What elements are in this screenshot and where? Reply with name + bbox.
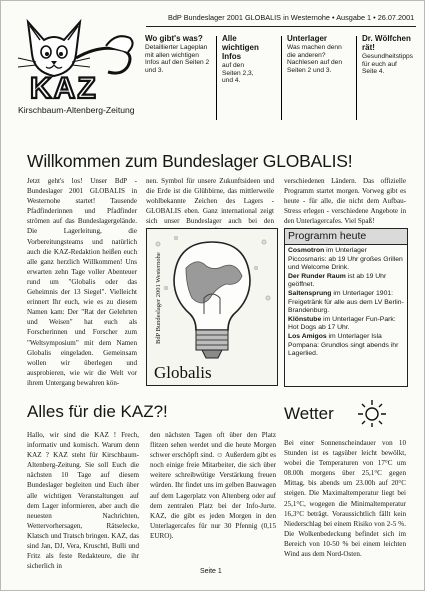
svg-text:Globalis: Globalis <box>154 363 212 382</box>
teaser-4-title: Dr. Wölfchen rät! <box>362 34 411 52</box>
program-item: Los Amigos im Unterlager Isla Pompana: Grundlos singt abends ihr Lagerlied. <box>288 332 399 358</box>
teaser-1-title: Wo gibt's was? <box>145 34 203 43</box>
weather-text: Bei einer Sonnenscheindauer von 10 Stunden ist es tagsüber leicht bewölkt, wobei die Temperaturen von 17°C um 08.00h morgens über 25,1°C gegen Mittag, bis abends um 23.00h auf 20°C steigen. Die Maximaltemperatur liegt bei 25,1°C, wogegen die Minimaltemperatur 16,3°C beträgt. Voraussichtlich fällt kein Niederschlag bei einem Risiko von 2-5 %. Die Wolkenbedeckung befindet sich im Bereich von 10-50 % bei einem leichten Wind aus dem Nord-Osten. <box>284 439 406 559</box>
globalis-image <box>146 228 278 386</box>
teaser-divider <box>281 36 282 120</box>
teaser-1-body: Detaillierter Lageplan mit allen wichtigen Infos auf den Seiten 2 und 3. <box>145 44 210 75</box>
program-item: Klönstube im Unterlager Fun-Park: Hot Dogs ab 17 Uhr. <box>288 315 396 332</box>
teaser-3 <box>287 34 345 75</box>
article2-col2: den nächsten Tagen oft über den Platz flitzen sehen werdet und die heute Morgen schwer erschöpft sind. ☺ Außerdem gibt es noch einige freie Mitarbeiter, die sich über weitere schreibwütige Verstärkung freuen würden. Ihr findet uns im gelben Bauwagen auf dem Lagerplatz von Altenberg oder auf dem zentralen Platz bei der Info-Jurte. KAZ, die gibt es jeden Morgen in den Unterlagercafes für nur 30 Pfennig (0,15 EURO). <box>150 431 276 540</box>
program-title: Programm heute <box>285 229 407 245</box>
sun-icon <box>354 396 390 433</box>
teaser-2 <box>222 34 262 85</box>
article1-headline: Willkommen zum Bundeslager GLOBALIS! <box>27 151 353 171</box>
kaz-logo <box>10 14 138 106</box>
cat-logo-icon <box>10 14 138 106</box>
teaser-2-title: Alle wichtigen Infos <box>222 34 259 61</box>
teaser-4 <box>362 34 412 76</box>
page-number: Seite 1 <box>200 568 222 575</box>
teaser-4-body: Gesundheitstipps für euch auf Seite 4. <box>362 53 413 76</box>
light-bulb-icon <box>146 228 278 386</box>
program-item: Cosmotron im Unterlager Piccosmaris: ab 19 Uhr großes Grillen und Welcome Drink. <box>288 247 403 272</box>
teaser-3-title: Unterlager <box>287 34 328 43</box>
article1-col1: Jetzt geht's los! Unser BdP - Bundeslager 2001 GLOBALIS in Westernohe startet! Tausende Pfadfinderinnen und Pfadfinder strömen auf das Bundeslagergelände. Die Lagerleitung, die Vorbereitungsteams und natürlich auch die KAZ-Redaktion heißen euch alle ganz herzlich Willkommen! Uns erwarten zehn Tage voller Abenteuer rund um "Globalis oder das Geheimnis der 13 Siegel". Vielleicht erinnert Ihr euch, wie es zu diesem Namen kam: Der "Rat der Gelehrten und Weisen" hat euch als Forscherinnen und Forscher zum "Weltsymposium" mit dem Namen Globalis eingeladen. Gemeinsam wollen wir überlegen und ausprobieren, wie wir die Welt vor ihrem Untergang bewahren kön- <box>27 177 137 387</box>
teaser-divider <box>356 36 357 120</box>
teaser-3-body: Was machen denn die anderen? Nachlesen auf den Seiten 2 und 3. <box>287 44 342 75</box>
teaser-2-body: auf den Seiten 2,3, und 4. <box>222 62 254 85</box>
program-list <box>285 245 407 361</box>
program-item: Saltensprung im Unterlager 1901: Freigetränk für alle aus dem LV Berlin-Brandenburg. <box>288 289 404 315</box>
teaser-divider <box>216 36 217 120</box>
weather-headline: Wetter <box>284 404 334 423</box>
masthead-subtitle: Kirschbaum-Altenberg-Zeitung <box>18 105 135 115</box>
teaser-1 <box>145 34 211 75</box>
header-rule <box>146 26 416 27</box>
article1-col3: verschiedenen Ländern. Das offizielle Programm startet morgen. Vorweg gibt es heute - für alle, die nicht dem Aufbau-Stress erlegen - verschiedene Angebote in den Unterlagercafes. Viel Spaß! <box>284 177 406 226</box>
article1-col2: nen. Symbol für unsere Zukunftsideen und die Erde ist die Glühbirne, das mittlerweile wohlbekannte Zeichen des Lagers - GLOBALIS eben. Ganz international zeigt sich unser Bundeslager auch bei den <box>146 177 274 226</box>
svg-text:KAZ: KAZ <box>30 72 98 105</box>
program-box <box>284 228 408 387</box>
article2-headline: Alles für die KAZ?! <box>27 402 168 421</box>
header-strip: BdP Bundeslager 2001 GLOBALIS in Westernohe • Ausgabe 1 • 26.07.2001 <box>168 13 415 22</box>
article2-col1: Hallo, wir sind die KAZ ! Frech, informativ und komisch. Warum denn KAZ ? KAZ steht für Kirschbaum-Altenberg-Zeitung. Sie soll Euch die nächsten 10 Tage auf diesem Bundeslager begleiten und Euch über alle wichtigen Veranstaltungen auf dem Lager informieren, aber auch die neuesten Nachrichten, Wettervorhersagen, Rätselecke, Klatsch und Tratsch bringen. KAZ, das sind Jan, DJ, Vera, Kruschtl, Bulli und Fritz als feste Redakteure, die ihr sicherlich in <box>27 431 139 571</box>
program-item: Der Runder Raum ist ab 19 Uhr geöffnet. <box>288 272 387 289</box>
svg-text:BdP Bundeslager 2001 Westernoh: BdP Bundeslager 2001 Westernohe <box>155 252 162 344</box>
